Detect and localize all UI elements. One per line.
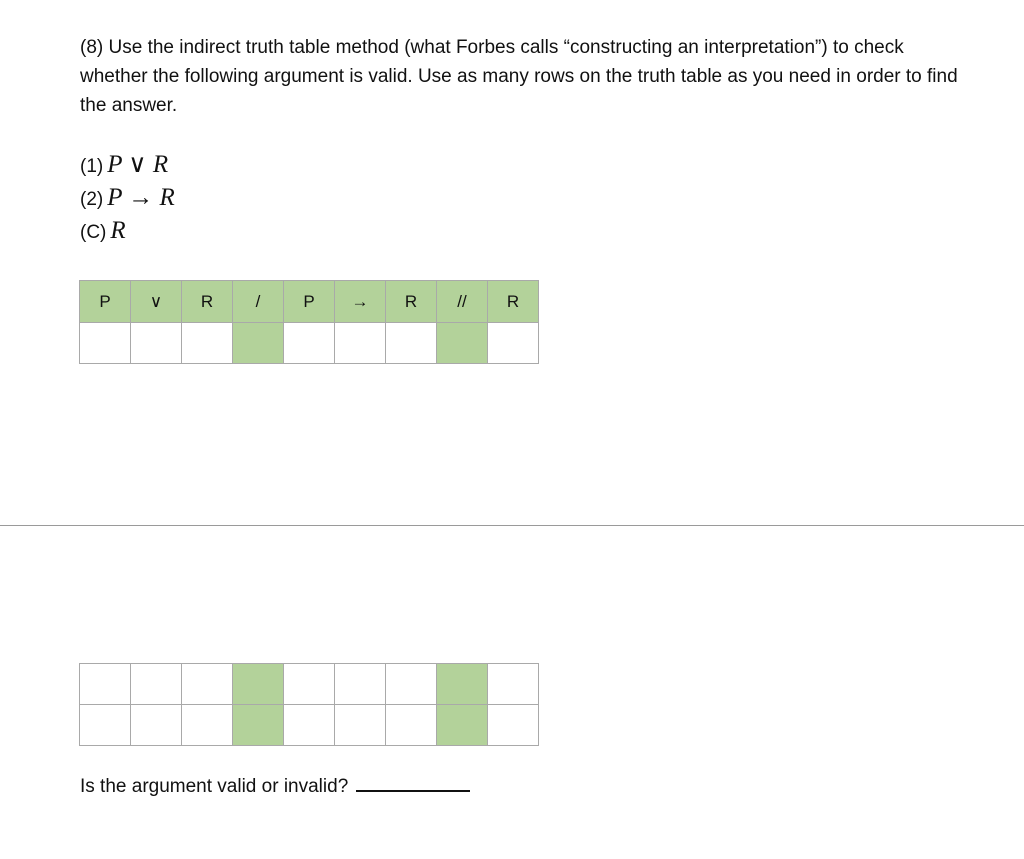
- truth-table-bottom: [79, 663, 539, 746]
- table-cell[interactable]: [284, 323, 335, 364]
- table-cell[interactable]: [131, 664, 182, 705]
- header-cell-p2: P: [284, 281, 335, 323]
- premise-formula: P → R: [107, 184, 175, 211]
- header-cell-r3: R: [488, 281, 539, 323]
- header-cell-separator: /: [233, 281, 284, 323]
- table-row: [80, 705, 539, 746]
- table-cell[interactable]: [386, 705, 437, 746]
- table-cell[interactable]: [488, 705, 539, 746]
- table-cell[interactable]: [386, 664, 437, 705]
- answer-blank[interactable]: [356, 772, 470, 792]
- table-cell[interactable]: [131, 705, 182, 746]
- table-cell[interactable]: [131, 323, 182, 364]
- truth-table-header-row: [80, 281, 539, 323]
- header-cell-arrow: →: [335, 281, 386, 323]
- question-text: (8) Use the indirect truth table method (what Forbes calls “constructing an interpretation”) to check whether the following argument is valid. Use as many rows on the truth table as you need in order to find the answer.: [80, 37, 958, 116]
- table-row: [80, 323, 539, 364]
- separator-cell: [233, 705, 284, 746]
- premise-1: [80, 148, 175, 181]
- table-cell[interactable]: [335, 323, 386, 364]
- premise-list: [80, 148, 175, 247]
- table-cell[interactable]: [335, 664, 386, 705]
- premise-2: [80, 181, 175, 214]
- header-cell-p1: P: [80, 281, 131, 323]
- table-cell[interactable]: [182, 664, 233, 705]
- table-cell[interactable]: [488, 664, 539, 705]
- separator-cell: [437, 705, 488, 746]
- validity-question-text: Is the argument valid or invalid?: [80, 776, 349, 797]
- table-cell[interactable]: [386, 323, 437, 364]
- conclusion: [80, 214, 175, 247]
- header-cell-or: ∨: [131, 281, 182, 323]
- premise-label: (1): [80, 156, 104, 177]
- validity-question: [80, 772, 470, 800]
- separator-cell: [233, 323, 284, 364]
- header-cell-r2: R: [386, 281, 437, 323]
- header-cell-conclusion-separator: //: [437, 281, 488, 323]
- table-cell[interactable]: [182, 323, 233, 364]
- page-divider: [0, 525, 1024, 526]
- separator-cell: [233, 664, 284, 705]
- premise-label: (2): [80, 189, 104, 210]
- conclusion-formula: R: [110, 217, 126, 244]
- header-cell-r1: R: [182, 281, 233, 323]
- table-cell[interactable]: [80, 664, 131, 705]
- truth-table-top: [79, 280, 539, 364]
- table-cell[interactable]: [80, 323, 131, 364]
- table-cell[interactable]: [284, 664, 335, 705]
- table-cell[interactable]: [488, 323, 539, 364]
- premise-formula: P ∨ R: [107, 151, 169, 178]
- table-cell[interactable]: [80, 705, 131, 746]
- conclusion-label: (C): [80, 222, 107, 243]
- table-row: [80, 664, 539, 705]
- separator-cell: [437, 664, 488, 705]
- table-cell[interactable]: [284, 705, 335, 746]
- separator-cell: [437, 323, 488, 364]
- table-cell[interactable]: [335, 705, 386, 746]
- table-cell[interactable]: [182, 705, 233, 746]
